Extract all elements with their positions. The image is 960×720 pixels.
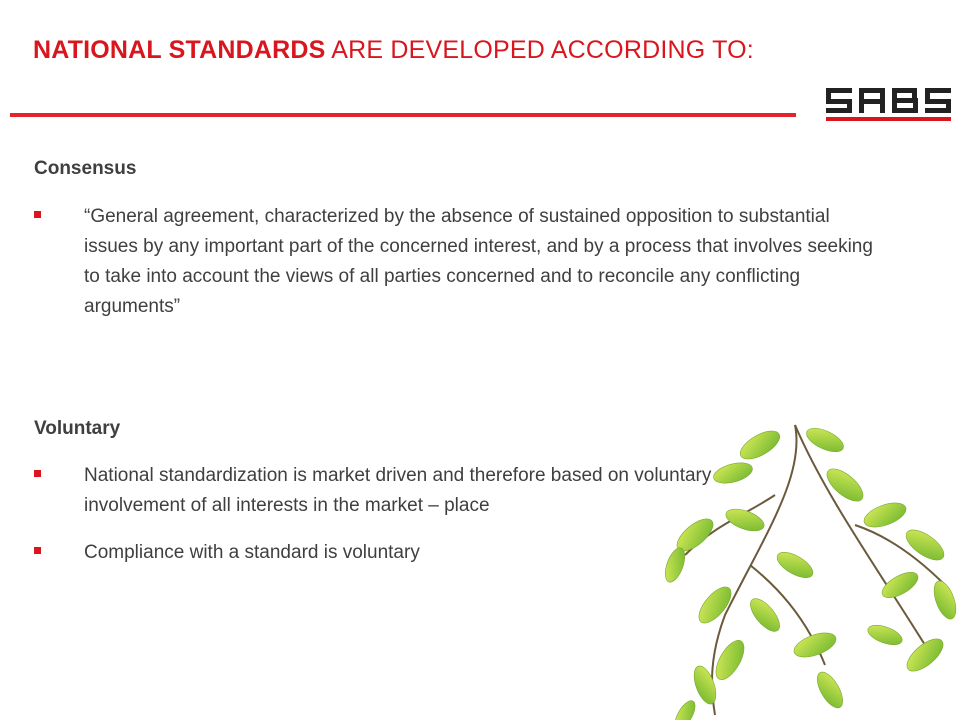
sabs-logo	[826, 88, 951, 123]
bullet-marker	[34, 547, 41, 554]
title-rest: ARE DEVELOPED ACCORDING TO:	[325, 36, 754, 64]
bullet-text: Compliance with a standard is voluntary	[84, 542, 420, 563]
heading-voluntary: Voluntary	[34, 418, 121, 439]
bullet-marker	[34, 211, 41, 218]
leaf-branch-image	[655, 415, 960, 720]
bullet-compliance	[34, 538, 634, 570]
bullet-text: National standardization is market driven and therefore based on voluntary involvement of all interests in the market – place	[84, 465, 712, 516]
bullet-text: “General agreement, characterized by the absence of sustained opposition to substantial issues by any important part of the concerned interest, and by a process that involves seeking to take into account the views of all parties concerned and to reconcile any conflicting arguments”	[84, 206, 873, 317]
heading-consensus: Consensus	[34, 158, 137, 179]
bullet-marker	[34, 470, 41, 477]
bullet-consensus-definition	[34, 202, 873, 352]
slide-title	[33, 36, 754, 65]
title-bold: NATIONAL STANDARDS	[33, 36, 326, 64]
title-rule	[10, 113, 796, 117]
